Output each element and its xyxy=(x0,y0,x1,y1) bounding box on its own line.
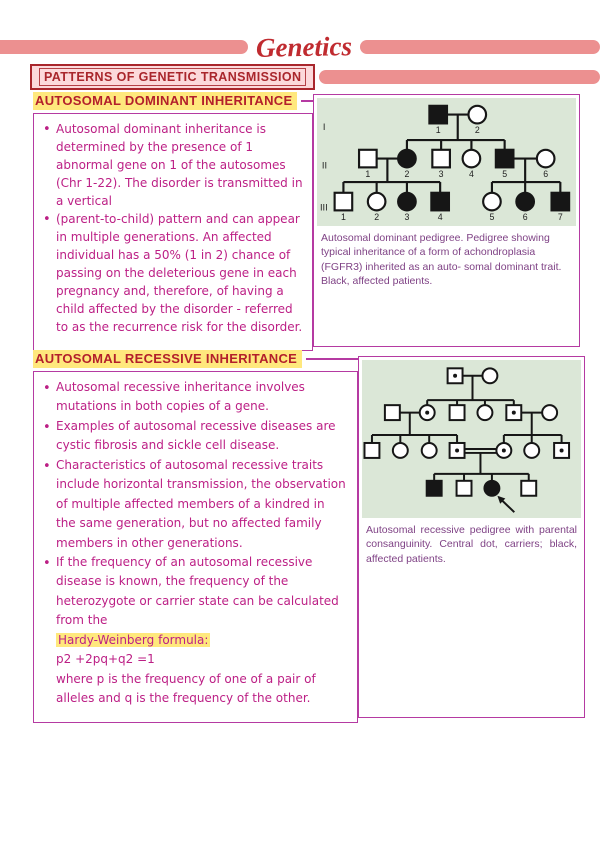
formula-line: p2 +2pq+q2 =1 xyxy=(56,652,155,667)
accent-bar-right xyxy=(360,40,600,54)
banner-row xyxy=(30,64,600,90)
svg-text:5: 5 xyxy=(489,212,495,223)
svg-text:I: I xyxy=(322,122,326,133)
list-item xyxy=(43,553,348,709)
heading-dash xyxy=(306,358,358,360)
figure-caption: Autosomal recessive pedigree with parental consanguinity. Central dot, carriers; black, affected patients. xyxy=(366,524,577,565)
dominant-pedigree-diagram xyxy=(317,98,576,226)
section-autosomal-dominant xyxy=(33,92,580,351)
svg-text:2: 2 xyxy=(474,125,480,136)
svg-text:1: 1 xyxy=(365,169,371,180)
svg-text:4: 4 xyxy=(437,212,443,223)
recessive-pedigree-diagram xyxy=(362,360,581,518)
section-heading-row xyxy=(33,350,358,368)
section-heading-row xyxy=(33,92,313,110)
accent-bar-banner xyxy=(319,70,600,84)
bullet-list xyxy=(43,120,303,336)
svg-text:6: 6 xyxy=(522,212,528,223)
list-item: • Characteristics of autosomal recessive traits include horizontal transmission, the observation of multiple affected members of a kindred in the same generation, but no affected family members in other generations. xyxy=(43,456,348,553)
list-item: • (parent-to-child) pattern and can appear in multiple generations. An affected individual has a 50% (1 in 2) chance of passing on the deleterious gene in each pregnancy and, therefore, of having a child affected by the disorder - referred to as the recurrence risk for the disorder. xyxy=(43,210,303,336)
page-title: Genetics xyxy=(255,31,353,63)
list-item: • Autosomal dominant inheritance is determined by the presence of 1 abnormal gene on 1 of the autosomes (Chr 1-22). The disorder is transmitted in a vertical xyxy=(43,120,303,210)
notes-text-box xyxy=(33,113,313,351)
svg-text:2: 2 xyxy=(374,212,380,223)
svg-text:1: 1 xyxy=(340,212,346,223)
svg-text:1: 1 xyxy=(435,125,441,136)
accent-bar-left xyxy=(0,40,248,54)
svg-text:5: 5 xyxy=(502,169,508,180)
formula-lead-text: If the frequency of an autosomal recessive disease is known, the frequency of the heterozygote or carrier state can be calculated from the xyxy=(56,554,339,628)
list-item: • Examples of autosomal recessive diseases are cystic fibrosis and sickle cell disease. xyxy=(43,417,348,456)
section-autosomal-recessive xyxy=(33,350,580,723)
svg-text:II: II xyxy=(321,160,328,171)
formula-where-text: where p is the frequency of one of a pair of alleles and q is the frequency of the other. xyxy=(56,671,316,705)
list-item: • Autosomal recessive inheritance involves mutations in both copies of a gene. xyxy=(43,378,348,417)
svg-text:III: III xyxy=(319,202,328,213)
svg-text:7: 7 xyxy=(557,212,563,223)
heading-dash xyxy=(301,100,313,102)
banner-box xyxy=(30,64,315,90)
figure-box-dominant-pedigree xyxy=(313,94,580,347)
section-heading: AUTOSOMAL RECESSIVE INHERITANCE xyxy=(33,350,302,368)
figure-box-recessive-pedigree xyxy=(358,356,585,718)
svg-text:2: 2 xyxy=(404,169,410,180)
notes-text-box xyxy=(33,371,358,723)
svg-text:3: 3 xyxy=(438,169,444,180)
svg-text:4: 4 xyxy=(468,169,474,180)
bullet-list xyxy=(43,378,348,708)
svg-text:6: 6 xyxy=(543,169,549,180)
title-row xyxy=(0,31,609,63)
section-heading: AUTOSOMAL DOMINANT INHERITANCE xyxy=(33,92,297,110)
hardy-weinberg-highlight: Hardy-Weinberg formula: xyxy=(58,632,209,647)
figure-caption: Autosomal dominant pedigree. Pedigree showing typical inheritance of a form of achondroplasia (FGFR3) inherited as an auto- somal dominant trait. Black, affected patients. xyxy=(321,232,562,288)
svg-text:3: 3 xyxy=(404,212,410,223)
banner-title: PATTERNS OF GENETIC TRANSMISSION xyxy=(39,68,306,86)
